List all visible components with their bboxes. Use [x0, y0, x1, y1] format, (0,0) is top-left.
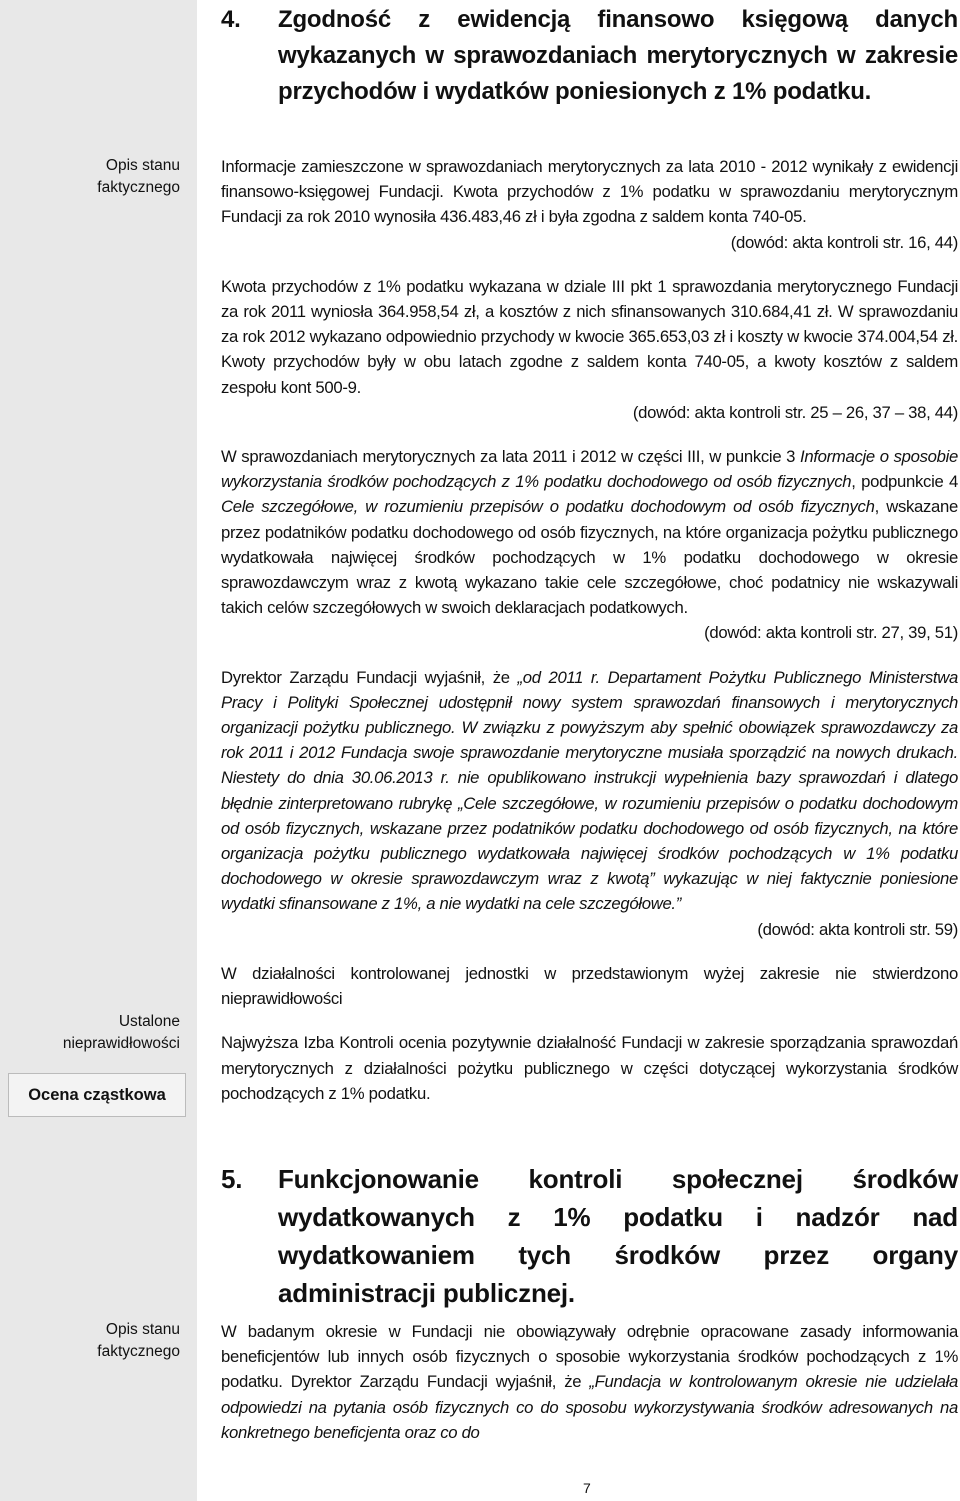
paragraph: Kwota przychodów z 1% podatku wykazana w dziale III pkt 1 sprawozdania merytorycznego Fundacji za rok 2011 wyniosła 364.958,54 zł, a kosztów z nich sfinansowanych 310.684,41 zł. W sprawozdaniu za rok 2012 wykazano odpowiednio przychody w kwocie 365.653,03 zł i koszty w kwocie 374.004,54 zł. Kwoty przychodów były w obu latach zgodne z saldem konta 740-05, a kwoty kosztów z saldem zespołu kont 500-9.: [221, 276, 958, 397]
italic-text-run: „Fundacja w kontrolowanym okresie nie udzielała odpowiedzi na pytania osób fizycznych co do sposobu wykorzystywania środków adresowanych na konkretnego beneficjenta oraz co do: [221, 1372, 959, 1442]
margin-label-line: Ustalone: [118, 1013, 180, 1030]
section-4-body: [221, 154, 958, 1106]
margin-label-line: Opis stanu: [105, 157, 180, 174]
paragraph: Najwyższa Izba Kontroli ocenia pozytywnie działalność Fundacji w zakresie sporządzania sprawozdań merytorycznych z działalności pożytku publicznego w części dotyczącej wykorzystania środków pochodzących z 1% podatku.: [221, 1033, 958, 1103]
margin-label-opis-stanu: [0, 155, 180, 199]
section-title: Funkcjonowanie kontroli społecznej środków wydatkowanych z 1% podatku i nadzór nad wydatkowaniem tych środków przez organy administracji publicznej.: [278, 1164, 958, 1308]
margin-label-ustalone: [0, 1011, 180, 1055]
page-number: 7: [583, 1480, 591, 1496]
evidence-reference: (dowód: akta kontroli str. 16, 44): [730, 232, 958, 252]
paragraph: Informacje zamieszczone w sprawozdaniach merytorycznych za lata 2010 - 2012 wynikały z ewidencji finansowo-księgowej Fundacji. Kwota przychodów z 1% podatku w sprawozdaniu merytorycznym Fundacji za rok 2010 wynosiła 436.483,46 zł i była zgodna z saldem konta 740-05.: [221, 157, 958, 227]
section-5-heading: [221, 1160, 958, 1312]
section-title: Zgodność z ewidencją finansowo księgową danych wykazanych w sprawozdaniach merytorycznych w zakresie przychodów i wydatków poniesionych z 1% podatku.: [278, 6, 958, 105]
section-4-heading: [221, 2, 958, 110]
section-number: 4.: [221, 6, 241, 33]
margin-label-line: faktycznego: [97, 179, 180, 196]
evidence-reference: (dowód: akta kontroli str. 27, 39, 51): [704, 623, 958, 643]
text-run: W badanym okresie w Fundacji nie obowiązywały odrębnie opracowane zasady informowania beneficjentów lub innych osób fizycznych o sposobie wykorzystania środków pochodzących z 1% podatku. Dyrektor Zarządu Fundacji wyjaśnił, że: [221, 1322, 958, 1392]
italic-text-run: „od 2011 r. Departament Pożytku Publicznego Ministerstwa Pracy i Polityki Społecznej udostępnił nowy system sprawozdań finansowych i merytorycznych organizacji pożytku publicznego. W związku z powyższym aby spełnić obowiązek sprawozdawczy za rok 2011 i 2012 Fundacja swoje sprawozdanie merytoryczne musiała sporządzić na nowych drukach. Niestety do dnia 30.06.2013 r. nie opublikowano instrukcji wypełnienia bazy sprawozdań i dlatego błędnie zinterpretowano rubrykę „Cele szczegółowe, w rozumieniu przepisów o podatku dochodowym od osób fizycznych, wskazane przez podatników podatku dochodowego od osób fizycznych, na które organizacja pożytku publicznego wydatkowała najwięcej środków pochodzących w 1% podatku dochodowego w okresie sprawozdawczym wraz z kwotą” wykazując w niej faktycznie poniesione wydatki sfinansowane z 1%, a nie wydatki na cele szczegółowe.”: [221, 667, 958, 914]
paragraph: [221, 1319, 958, 1445]
margin-label-line: Opis stanu: [105, 1321, 180, 1338]
text-run: Dyrektor Zarządu Fundacji wyjaśnił, że: [221, 667, 518, 687]
italic-text-run: Cele szczegółowe, w rozumieniu przepisów o podatku dochodowym od osób fizycznych: [221, 497, 875, 517]
margin-label-opis-stanu-2: [0, 1319, 180, 1363]
left-margin-sidebar: [0, 0, 197, 1501]
margin-label-line: nieprawidłowości: [62, 1035, 180, 1052]
section-number: 5.: [221, 1164, 243, 1194]
text-run: W sprawozdaniach merytorycznych za lata 2011 i 2012 w części III, w punkcie 3: [221, 447, 800, 467]
evidence-reference: (dowód: akta kontroli str. 59): [757, 919, 958, 939]
italic-text-run: Informacje o sposobie wykorzystania środków pochodzących z 1% podatku dochodowego od osób fizycznych: [221, 447, 958, 492]
text-run: , podpunkcie 4: [851, 472, 958, 492]
paragraph: [221, 444, 958, 620]
text-run: , wskazane przez podatników podatku dochodowego od osób fizycznych, na które organizacja pożytku publicznego wydatkowała najwięcej środków pochodzących w 1% podatku dochodowego w okresie sprawozdawczym wraz z kwotą wykazano takie cele szczegółowe, choć podatnicy nie wskazywali takich celów szczegółowych w swoich deklaracjach podatkowych.: [221, 497, 958, 618]
paragraph: W działalności kontrolowanej jednostki w przedstawionym wyżej zakresie nie stwierdzono nieprawidłowości: [221, 963, 958, 1009]
section-5-body: [221, 1319, 958, 1445]
margin-label-ocena-czastkowa: Ocena cząstkowa: [8, 1073, 186, 1117]
paragraph: [221, 665, 958, 917]
margin-label-line: faktycznego: [97, 1343, 180, 1360]
evidence-reference: (dowód: akta kontroli str. 25 – 26, 37 – 38, 44): [632, 402, 958, 422]
